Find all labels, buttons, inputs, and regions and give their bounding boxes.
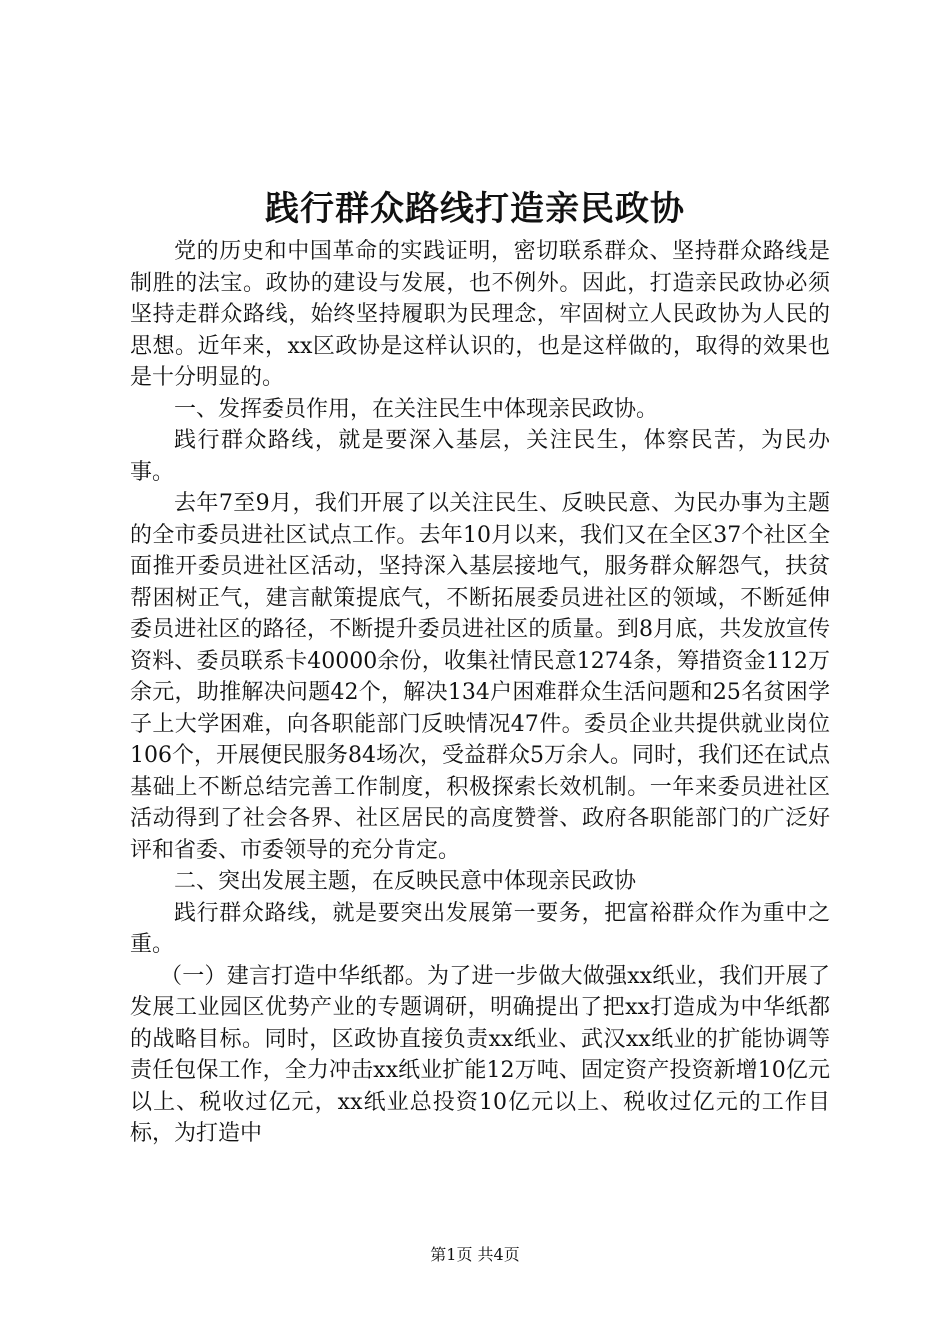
paragraph-heading-one: 一、发挥委员作用，在关注民生中体现亲民政协。 xyxy=(174,396,659,422)
document-title: 践行群众路线打造亲民政协 xyxy=(265,189,685,229)
paragraph-grassroots: 践行群众路线，就是要深入基层，关注民生，体察民苦，为民办事。 xyxy=(130,428,830,485)
paragraph-development: 践行群众路线，就是要突出发展第一要务，把富裕群众作为重中之重。 xyxy=(130,900,830,957)
page-footer: 第1页 共4页 xyxy=(430,1245,520,1264)
document-body xyxy=(130,236,830,1150)
paragraph-paper-capital: （一）建言打造中华纸都。为了进一步做大做强xx纸业，我们开展了发展工业园区优势产业的专题调研，明确提出了把xx打造成为中华纸都的战略目标。同时，区政协直接负责xx纸业、武汉xx纸业的扩能协调等责任包保工作，全力冲击xx纸业扩能12万吨、固定资产投资新增10亿元以上、税收过亿元，xx纸业总投资10亿元以上、税收过亿元的工作目标，为打造中 xyxy=(130,963,830,1146)
paragraph-heading-two: 二、突出发展主题，在反映民意中体现亲民政协 xyxy=(174,869,637,894)
paragraph-community-work: 去年7至9月，我们开展了以关注民生、反映民意、为民办事为主题的全市委员进社区试点工作。去年10月以来，我们又在全区37个社区全面推开委员进社区活动，坚持深入基层接地气，服务群众解怨气，扶贫帮困树正气，建言献策提底气，不断拓展委员进社区的领域，不断延伸委员进社区的路径，不断提升委员进社区的质量。到8月底，共发放宣传资料、委员联系卡40000余份，收集社情民意1274条，筹措资金112万余元，助推解决问题42个，解决134户困难群众生活问题和25名贫困学子上大学困难，向各职能部门反映情况47件。委员企业共提供就业岗位106个，开展便民服务84场次，受益群众5万余人。同时，我们还在试点基础上不断总结完善工作制度，积极探索长效机制。一年来委员进社区活动得到了社会各界、社区居民的高度赞誉、政府各职能部门的广泛好评和省委、市委领导的充分肯定。 xyxy=(130,491,830,863)
paragraph-intro: 党的历史和中国革命的实践证明，密切联系群众、坚持群众路线是制胜的法宝。政协的建设与发展，也不例外。因此，打造亲民政协必须坚持走群众路线，始终坚持履职为民理念，牢固树立人民政协为人民的思想。近年来，xx区政协是这样认识的，也是这样做的，取得的效果也是十分明显的。 xyxy=(130,239,830,390)
